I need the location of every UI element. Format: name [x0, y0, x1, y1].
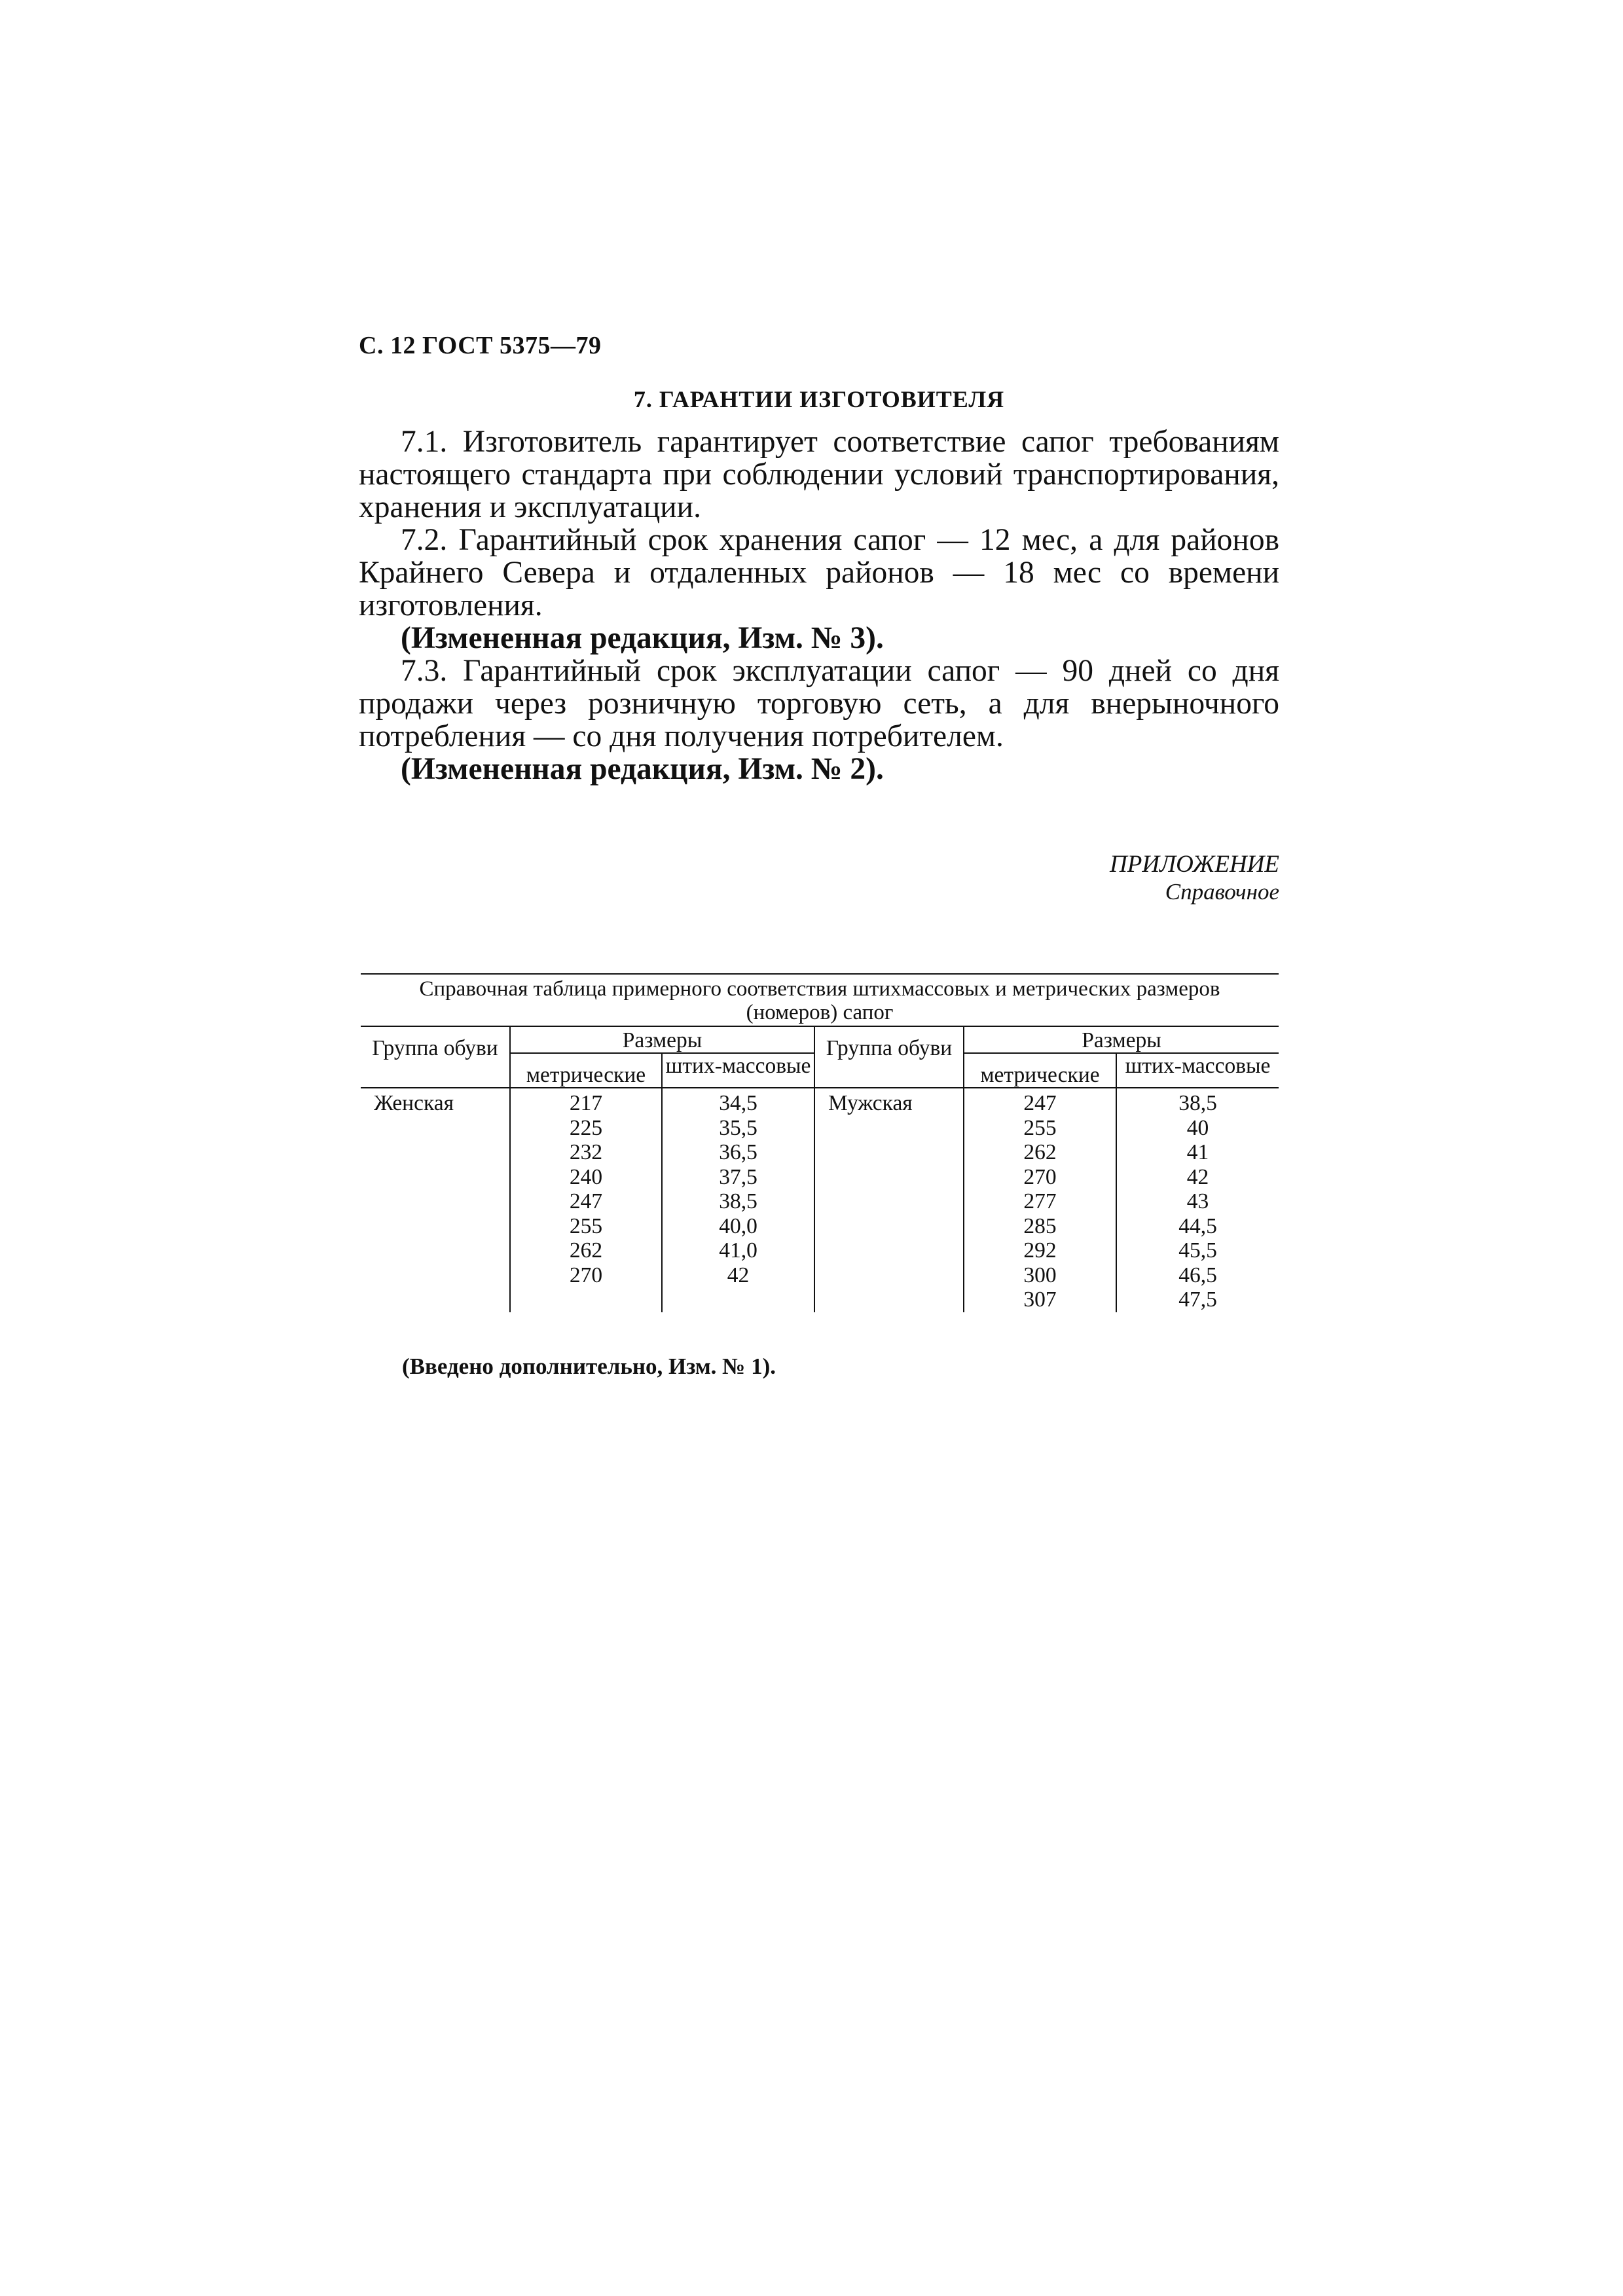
metric-header-women: метрические — [510, 1053, 662, 1088]
shtikh-value-men: 46,5 — [1178, 1263, 1217, 1287]
size-reference-table — [361, 973, 1279, 1312]
footnote-amendment-1: (Введено дополнительно, Изм. № 1). — [402, 1354, 776, 1379]
section-title: 7. ГАРАНТИИ ИЗГОТОВИТЕЛЯ — [633, 386, 1005, 412]
shtikh-column-men — [1116, 1088, 1279, 1312]
amendment-note-3: (Измененная редакция, Изм. № 3). — [401, 621, 884, 655]
metric-value-men: 262 — [1023, 1140, 1057, 1164]
metric-value-women: 270 — [569, 1263, 603, 1287]
metric-value-men: 300 — [1023, 1263, 1057, 1287]
shtikh-value-women: 34,5 — [719, 1091, 757, 1115]
metric-value-men: 307 — [1023, 1287, 1057, 1312]
shtikh-value-men: 43 — [1186, 1189, 1209, 1213]
sizes-header-women: Размеры — [510, 1026, 814, 1053]
group-cell-men: Мужская — [814, 1088, 964, 1312]
shtikh-value-men: 41 — [1186, 1140, 1209, 1164]
metric-value-men: 270 — [1023, 1164, 1057, 1189]
table-caption: Справочная таблица примерного соответствия штихмассовых и метрических размеров (номеров) сапог — [361, 974, 1279, 1026]
metric-column-women — [510, 1088, 662, 1312]
shtikh-value-men: 42 — [1186, 1164, 1209, 1189]
shtikh-value-men: 38,5 — [1178, 1091, 1217, 1115]
shtikh-column-women — [662, 1088, 814, 1312]
section-body — [359, 425, 1279, 785]
shtikh-value-women: 41,0 — [719, 1238, 757, 1263]
group-header-men: Группа обуви — [814, 1026, 964, 1088]
paragraph-7-3: 7.3. Гарантийный срок эксплуатации сапог — 90 дней со дня продажи через розничную торговую сеть, а для внерыночного потребления — со дня получения потребителем. — [359, 654, 1279, 753]
page-header: С. 12 ГОСТ 5375—79 — [359, 332, 602, 359]
metric-value-women: 232 — [569, 1140, 603, 1164]
shtikh-value-women: 38,5 — [719, 1189, 757, 1213]
shtikh-header-women: штих-массовые — [662, 1053, 814, 1088]
metric-value-men: 277 — [1023, 1189, 1057, 1213]
group-header-women: Группа обуви — [361, 1026, 510, 1088]
metric-value-women: 247 — [569, 1189, 603, 1213]
shtikh-value-men: 47,5 — [1178, 1287, 1217, 1312]
shtikh-value-women: 42 — [727, 1263, 750, 1287]
metric-value-men: 292 — [1023, 1238, 1057, 1263]
metric-value-women: 262 — [569, 1238, 603, 1263]
group-cell-women: Женская — [374, 1091, 454, 1115]
shtikh-value-women: 40,0 — [719, 1213, 757, 1238]
shtikh-value-women: 37,5 — [719, 1164, 757, 1189]
paragraph-7-2: 7.2. Гарантийный срок хранения сапог — 12 мес, а для районов Крайнего Севера и отдаленных районов — 18 мес со времени изготовления. — [359, 523, 1279, 622]
metric-value-men: 255 — [1023, 1115, 1057, 1140]
amendment-note-2: (Измененная редакция, Изм. № 2). — [401, 752, 884, 786]
appendix-heading — [1110, 851, 1279, 906]
metric-value-men: 285 — [1023, 1213, 1057, 1238]
shtikh-value-women: 36,5 — [719, 1140, 757, 1164]
appendix-subtitle: Справочное — [1165, 879, 1279, 905]
metric-value-women: 255 — [569, 1213, 603, 1238]
metric-value-women: 217 — [569, 1091, 603, 1115]
sizes-header-men: Размеры — [964, 1026, 1279, 1053]
appendix-title: ПРИЛОЖЕНИЕ — [1110, 851, 1279, 878]
metric-value-women: 225 — [569, 1115, 603, 1140]
metric-header-men: метрические — [964, 1053, 1116, 1088]
shtikh-value-men: 44,5 — [1178, 1213, 1217, 1238]
shtikh-header-men: штих-массовые — [1116, 1053, 1279, 1088]
metric-column-men — [964, 1088, 1116, 1312]
shtikh-value-men: 40 — [1186, 1115, 1209, 1140]
shtikh-value-women: 35,5 — [719, 1115, 757, 1140]
paragraph-7-1: 7.1. Изготовитель гарантирует соответствие сапог требованиям настоящего стандарта при соблюдении условий транспортирования, хранения и эксплуатации. — [359, 425, 1279, 524]
metric-value-men: 247 — [1023, 1091, 1057, 1115]
metric-value-women: 240 — [569, 1164, 603, 1189]
shtikh-value-men: 45,5 — [1178, 1238, 1217, 1263]
